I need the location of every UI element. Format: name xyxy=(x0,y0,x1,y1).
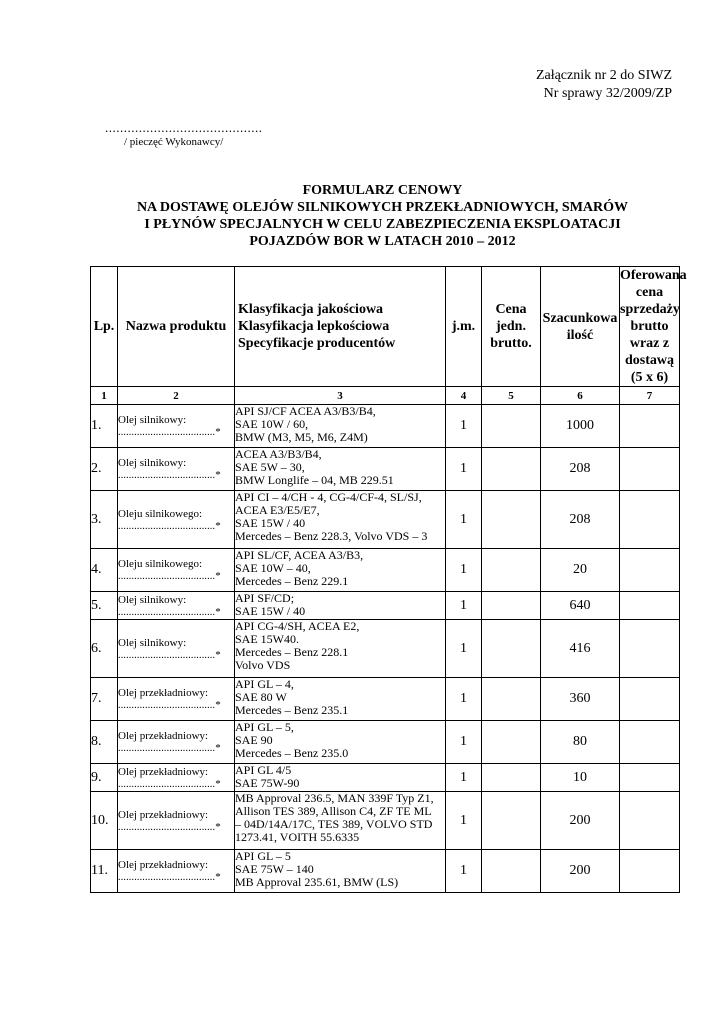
spec-line: API GL – 5 xyxy=(235,849,291,863)
table-row xyxy=(91,549,680,592)
quantity-cell: 20 xyxy=(541,549,620,592)
header-offer-line: dostawą xyxy=(624,353,674,368)
fill-dots: .................................... xyxy=(118,520,216,532)
spec-line: BMW Longlife – 04, MB 229.51 xyxy=(235,473,394,487)
unit-price-cell[interactable] xyxy=(482,764,541,792)
table-header-row xyxy=(91,267,680,387)
unit-price-cell[interactable] xyxy=(482,448,541,491)
footnote-star: * xyxy=(215,649,221,661)
header-offered-price xyxy=(620,267,687,387)
row-number: 9. xyxy=(91,764,118,792)
document-header xyxy=(536,67,672,103)
specification-cell xyxy=(235,850,446,893)
unit-cell: 1 xyxy=(446,764,482,792)
offered-price-cell[interactable] xyxy=(620,620,680,678)
quantity-cell: 200 xyxy=(541,850,620,893)
spec-line: – 04D/14A/17C, TES 389, VOLVO STD xyxy=(235,817,433,831)
spec-line: SAE 15W / 40 xyxy=(235,516,306,530)
fill-dots: .................................... xyxy=(118,606,216,618)
product-cell xyxy=(118,792,235,850)
product-cell xyxy=(118,491,235,549)
spec-line: BMW (M3, M5, M6, Z4M) xyxy=(235,430,368,444)
table-row xyxy=(91,792,680,850)
header-spec-line: Specyfikacje producentów xyxy=(238,336,396,351)
specification-cell xyxy=(235,792,446,850)
product-fill-line[interactable] xyxy=(118,607,234,618)
spec-line: API GL – 5, xyxy=(235,720,294,734)
fill-dots: .................................... xyxy=(118,470,216,481)
footnote-star: * xyxy=(215,571,221,582)
product-fill-line[interactable] xyxy=(118,571,234,582)
fill-dots: .................................... xyxy=(118,649,216,661)
unit-price-cell[interactable] xyxy=(482,678,541,721)
unit-price-cell[interactable] xyxy=(482,405,541,448)
footnote-star: * xyxy=(215,606,221,618)
fill-dots: .................................... xyxy=(118,700,216,711)
specification-cell xyxy=(235,491,446,549)
product-name: Olej silnikowy: xyxy=(118,457,187,469)
spec-line: Volvo VDS xyxy=(235,658,291,672)
product-name: Olej przekładniowy: xyxy=(118,808,209,821)
row-number: 1. xyxy=(91,405,118,448)
unit-cell: 1 xyxy=(446,549,482,592)
row-number: 10. xyxy=(91,792,118,850)
quantity-cell: 1000 xyxy=(541,405,620,448)
spec-line: 1273.41, VOITH 55.6335 xyxy=(235,830,360,844)
column-number: 7 xyxy=(620,387,680,405)
unit-cell: 1 xyxy=(446,850,482,893)
header-price-line: jedn. xyxy=(496,319,526,334)
table-row xyxy=(91,764,680,792)
offered-price-cell[interactable] xyxy=(620,764,680,792)
product-fill-line[interactable] xyxy=(118,779,234,790)
quantity-cell: 416 xyxy=(541,620,620,678)
header-qty-line: ilość xyxy=(566,327,594,343)
unit-cell: 1 xyxy=(446,792,482,850)
product-cell xyxy=(118,405,235,448)
product-fill-line[interactable] xyxy=(118,743,234,754)
header-offer-line: brutto xyxy=(630,319,669,334)
unit-price-cell[interactable] xyxy=(482,850,541,893)
header-offer-line: wraz z xyxy=(629,336,670,351)
footnote-star: * xyxy=(215,470,221,481)
contractor-stamp-line: .......................................... xyxy=(105,120,263,135)
product-fill-line[interactable] xyxy=(118,521,234,532)
row-number: 8. xyxy=(91,721,118,764)
offered-price-cell[interactable] xyxy=(620,678,680,721)
header-offer-line: (5 x 6) xyxy=(630,370,669,385)
product-fill-line[interactable] xyxy=(118,822,234,833)
row-number: 6. xyxy=(91,620,118,678)
spec-line: MB Approval 235.61, BMW (LS) xyxy=(235,875,399,889)
row-number: 4. xyxy=(91,549,118,592)
column-number: 4 xyxy=(446,387,482,405)
spec-line: SAE 10W – 40, xyxy=(235,561,311,575)
specification-cell xyxy=(235,721,446,764)
header-offer-line: Oferowana xyxy=(620,268,687,283)
row-number: 2. xyxy=(91,448,118,491)
quantity-cell: 360 xyxy=(541,678,620,721)
offered-price-cell[interactable] xyxy=(620,592,680,620)
spec-line: SAE 5W – 30, xyxy=(235,460,305,474)
row-number: 11. xyxy=(91,850,118,893)
fill-dots: .................................... xyxy=(118,872,216,883)
unit-cell: 1 xyxy=(446,592,482,620)
offered-price-cell[interactable] xyxy=(620,549,680,592)
header-specification xyxy=(235,267,446,387)
row-number: 5. xyxy=(91,592,118,620)
spec-line: SAE 75W – 140 xyxy=(235,862,314,876)
offered-price-cell[interactable] xyxy=(620,491,680,549)
product-cell xyxy=(118,721,235,764)
column-number: 1 xyxy=(91,387,118,405)
table-row xyxy=(91,620,680,678)
unit-cell: 1 xyxy=(446,405,482,448)
spec-line: Mercedes – Benz 229.1 xyxy=(235,574,349,588)
table-row xyxy=(91,491,680,549)
fill-dots: .................................... xyxy=(118,743,216,754)
fill-dots: .................................... xyxy=(118,427,216,438)
product-name: Olej przekładniowy: xyxy=(118,687,209,699)
quantity-cell: 640 xyxy=(541,592,620,620)
product-fill-line[interactable] xyxy=(118,872,234,883)
unit-cell: 1 xyxy=(446,620,482,678)
table-row xyxy=(91,850,680,893)
spec-line: API SJ/CF ACEA A3/B3/B4, xyxy=(235,404,376,418)
spec-line: API CI – 4/CH - 4, CG-4/CF-4, SL/SJ, xyxy=(235,490,422,504)
spec-line: ACEA A3/B3/B4, xyxy=(235,447,322,461)
column-number: 2 xyxy=(118,387,235,405)
product-name: Olej silnikowy: xyxy=(118,414,187,426)
product-name: Olej przekładniowy: xyxy=(118,859,209,871)
row-number: 7. xyxy=(91,678,118,721)
footnote-star: * xyxy=(215,821,221,833)
footnote-star: * xyxy=(215,427,221,438)
header-price-line: Cena xyxy=(495,302,527,317)
product-name: Oleju silnikowego: xyxy=(118,558,203,570)
unit-cell: 1 xyxy=(446,448,482,491)
unit-price-cell[interactable] xyxy=(482,792,541,850)
product-name: Olej silnikowy: xyxy=(118,636,187,649)
fill-dots: .................................... xyxy=(118,571,216,582)
footnote-star: * xyxy=(215,778,221,790)
header-price-line: brutto. xyxy=(490,336,532,351)
product-cell xyxy=(118,850,235,893)
footnote-star: * xyxy=(215,520,221,532)
spec-line: API SF/CD; xyxy=(235,591,295,605)
spec-line: SAE 15W / 40 xyxy=(235,604,306,618)
spec-line: SAE 15W40. xyxy=(235,632,299,646)
unit-price-cell[interactable] xyxy=(482,549,541,592)
unit-cell: 1 xyxy=(446,721,482,764)
specification-cell xyxy=(235,448,446,491)
quantity-cell: 200 xyxy=(541,792,620,850)
spec-line: SAE 75W-90 xyxy=(235,776,300,790)
offered-price-cell[interactable] xyxy=(620,448,680,491)
product-cell xyxy=(118,678,235,721)
unit-price-cell[interactable] xyxy=(482,491,541,549)
title-line: FORMULARZ CENOWY xyxy=(302,183,463,198)
title-line: I PŁYNÓW SPECJALNYCH W CELU ZABEZPIECZENIA EKSPLOATACJI xyxy=(144,217,621,232)
specification-cell xyxy=(235,764,446,792)
table-row xyxy=(91,721,680,764)
product-name: Olej przekładniowy: xyxy=(118,765,209,778)
quantity-cell: 80 xyxy=(541,721,620,764)
product-cell xyxy=(118,764,235,792)
product-fill-line[interactable] xyxy=(118,650,234,661)
spec-line: API GL – 4, xyxy=(235,677,294,691)
footnote-star: * xyxy=(215,743,221,754)
header-spec-line: Klasyfikacja jakościowa xyxy=(238,302,384,317)
spec-line: SAE 80 W xyxy=(235,690,287,704)
title-line: POJAZDÓW BOR W LATACH 2010 – 2012 xyxy=(249,234,516,249)
offered-price-cell[interactable] xyxy=(620,721,680,764)
product-cell xyxy=(118,592,235,620)
unit-cell: 1 xyxy=(446,491,482,549)
spec-line: Mercedes – Benz 235.1 xyxy=(235,703,349,717)
header-offer-line: sprzedaży xyxy=(620,302,680,317)
product-name: Olej silnikowy: xyxy=(118,593,187,606)
contractor-stamp-label: / pieczęć Wykonawcy/ xyxy=(124,136,224,148)
spec-line: Mercedes – Benz 228.1 xyxy=(235,645,349,659)
header-estimated-quantity xyxy=(541,267,620,387)
footnote-star: * xyxy=(215,700,221,711)
offered-price-cell[interactable] xyxy=(620,850,680,893)
header-lp: Lp. xyxy=(91,267,118,387)
column-number: 3 xyxy=(235,387,446,405)
spec-line: SAE 90 xyxy=(235,733,273,747)
table-row xyxy=(91,405,680,448)
form-title xyxy=(90,182,675,250)
title-line: NA DOSTAWĘ OLEJÓW SILNIKOWYCH PRZEKŁADNIOWYCH, SMARÓW xyxy=(136,200,629,215)
table-row xyxy=(91,678,680,721)
column-number-row xyxy=(91,387,680,405)
column-number: 6 xyxy=(541,387,620,405)
spec-line: MB Approval 236.5, MAN 339F Typ Z1, xyxy=(235,791,434,805)
product-fill-line[interactable] xyxy=(118,470,234,481)
specification-cell xyxy=(235,405,446,448)
case-number: Nr sprawy 32/2009/ZP xyxy=(543,86,672,101)
spec-line: SAE 10W / 60, xyxy=(235,417,309,431)
offered-price-cell[interactable] xyxy=(620,405,680,448)
product-cell xyxy=(118,620,235,678)
table-row xyxy=(91,448,680,491)
row-number: 3. xyxy=(91,491,118,549)
attachment-label: Załącznik nr 2 do SIWZ xyxy=(535,68,672,83)
offered-price-cell[interactable] xyxy=(620,792,680,850)
product-fill-line[interactable] xyxy=(118,700,234,711)
spec-line: API SL/CF, ACEA A3/B3, xyxy=(235,548,364,562)
footnote-star: * xyxy=(215,872,221,883)
specification-cell xyxy=(235,620,446,678)
header-spec-line: Klasyfikacja lepkościowa xyxy=(238,319,390,334)
product-name: Oleju silnikowego: xyxy=(118,507,203,520)
header-product-name: Nazwa produktu xyxy=(118,267,235,387)
spec-line: ACEA E3/E5/E7, xyxy=(235,503,320,517)
spec-line: API GL 4/5 xyxy=(235,763,292,777)
header-unit-price xyxy=(482,267,541,387)
unit-price-cell[interactable] xyxy=(482,721,541,764)
product-cell xyxy=(118,448,235,491)
header-qty-line: Szacunkowa xyxy=(542,310,618,326)
unit-cell: 1 xyxy=(446,678,482,721)
quantity-cell: 10 xyxy=(541,764,620,792)
spec-line: Mercedes – Benz 235.0 xyxy=(235,746,349,760)
unit-price-cell[interactable] xyxy=(482,620,541,678)
spec-line: Mercedes – Benz 228.3, Volvo VDS – 3 xyxy=(235,529,428,543)
spec-line: Allison TES 389, Allison C4, ZF TE ML xyxy=(235,804,432,818)
product-fill-line[interactable] xyxy=(118,427,234,438)
unit-price-cell[interactable] xyxy=(482,592,541,620)
fill-dots: .................................... xyxy=(118,778,216,790)
specification-cell xyxy=(235,592,446,620)
quantity-cell: 208 xyxy=(541,491,620,549)
header-offer-line: cena xyxy=(635,285,664,300)
spec-line: API CG-4/SH, ACEA E2, xyxy=(235,619,360,633)
specification-cell xyxy=(235,549,446,592)
fill-dots: .................................... xyxy=(118,821,216,833)
quantity-cell: 208 xyxy=(541,448,620,491)
specification-cell xyxy=(235,678,446,721)
header-unit: j.m. xyxy=(446,267,482,387)
product-name: Olej przekładniowy: xyxy=(118,730,209,742)
price-table xyxy=(90,266,687,893)
product-cell xyxy=(118,549,235,592)
column-number: 5 xyxy=(482,387,541,405)
table-row xyxy=(91,592,680,620)
